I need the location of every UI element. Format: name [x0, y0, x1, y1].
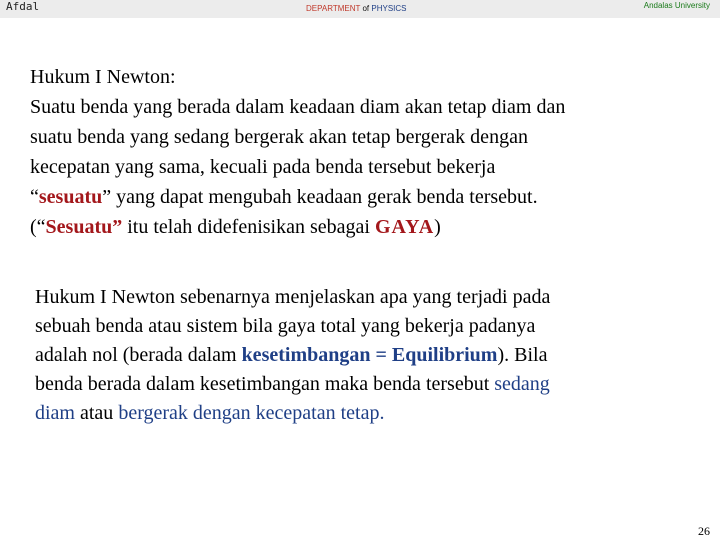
line3-part-c: ). Bila: [497, 344, 548, 366]
department-word: DEPARTMENT: [306, 4, 361, 13]
block2-line-1: Hukum I Newton sebenarnya menjelaskan apa yang terjadi pada: [35, 286, 551, 308]
university-label: Andalas University: [643, 1, 710, 10]
newton-law-explanation: [35, 283, 705, 428]
block2-line-3: [35, 341, 705, 370]
department-label: [306, 4, 407, 14]
diam-highlight: diam: [35, 402, 75, 424]
physics-word: PHYSICS: [371, 4, 407, 13]
line5-middle: itu telah didefenisikan sebagai: [122, 216, 375, 238]
paren-close: ): [434, 216, 441, 238]
sedang-highlight: sedang: [494, 373, 550, 395]
open-quote: “: [30, 186, 39, 208]
newton-law-definition: [30, 62, 700, 242]
line4-part-a: benda berada dalam kesetimbangan maka benda tersebut: [35, 373, 495, 395]
author-label: Afdal: [6, 0, 40, 13]
line4-rest: ” yang dapat mengubah keadaan gerak benda tersebut.: [102, 186, 538, 208]
block1-line-5: [30, 212, 700, 242]
constant-velocity-highlight: bergerak dengan kecepatan tetap.: [118, 402, 385, 424]
paren-open-quote: (“: [30, 216, 46, 238]
block2-line-5: [35, 399, 705, 428]
block1-line-3: kecepatan yang sama, kecuali pada benda tersebut bekerja: [30, 156, 496, 178]
line5-part-b: atau: [75, 402, 119, 424]
block2-line-4: [35, 370, 705, 399]
equilibrium-highlight: kesetimbangan = Equilibrium: [241, 344, 498, 366]
line3-part-a: adalah nol (berada dalam: [35, 344, 242, 366]
sesuatu-highlight-2: Sesuatu”: [45, 216, 123, 238]
block1-line-1: Suatu benda yang berada dalam keadaan diam akan tetap diam dan: [30, 96, 566, 118]
gaya-highlight: GAYA: [374, 216, 435, 238]
page-number: 26: [698, 524, 710, 538]
block1-title: Hukum I Newton:: [30, 66, 176, 88]
header-bar: [0, 0, 720, 18]
block2-line-2: sebuah benda atau sistem bila gaya total yang bekerja padanya: [35, 315, 536, 337]
block1-line-4: [30, 182, 700, 212]
block1-line-2: suatu benda yang sedang bergerak akan tetap bergerak dengan: [30, 126, 528, 148]
of-word: of: [362, 4, 370, 13]
sesuatu-highlight: sesuatu: [38, 186, 103, 208]
